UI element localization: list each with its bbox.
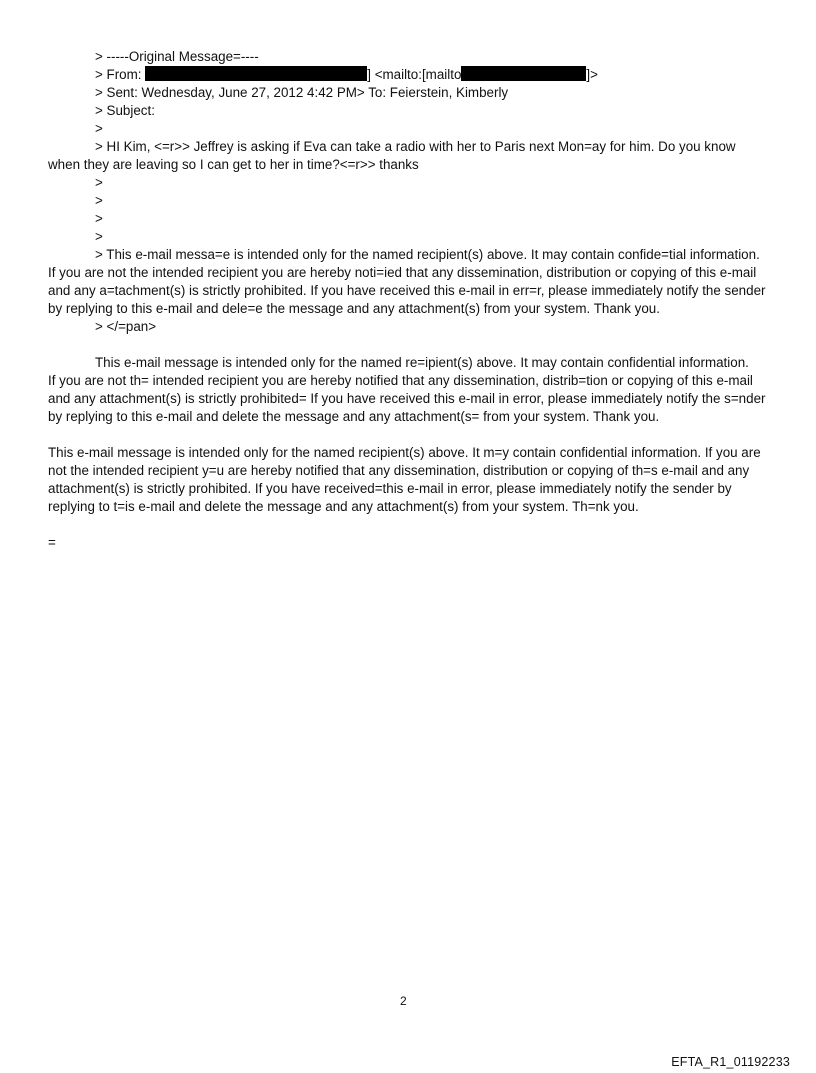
from-suffix: ]> [586,67,598,82]
document-id: EFTA_R1_01192233 [671,1055,790,1069]
quote-marker: > [95,121,103,136]
trailing-equals: = [48,535,56,550]
disclaimer-2-first-line: This e-mail message is intended only for the named re=ipient(s) above. It may contain confidential information. [95,355,749,370]
body-line-1: > HI Kim, <=r>> Jeffrey is asking if Eva can take a radio with her to Paris next Mon=ay for him. Do you know [95,139,736,154]
subject-line: > Subject: [95,103,155,118]
page-number: 2 [400,994,407,1008]
redaction-block [461,66,586,81]
quote-marker: > [95,211,103,226]
from-mailto: ] <mailto:[mailto [367,67,462,82]
quote-marker: > [95,193,103,208]
quote-marker: > [95,229,103,244]
original-message-header: > -----Original Message=---- [95,49,259,64]
body-line-2: when they are leaving so I can get to her in time?<=r>> thanks [48,157,419,172]
quote-marker: > [95,175,103,190]
disclaimer-2-body: If you are not th= intended recipient you are hereby notified that any dissemination, distrib=tion or copying of this e-mail and any attachment(s) is strictly prohibited= If you have received this e-mail in error, please immediately notify the s=nder by replying to this e-mail and delete the message and any attachment(s= from your system. Thank you. [48,373,766,424]
disclaimer-1-first-line: > This e-mail messa=e is intended only for the named recipient(s) above. It may contain confide=tial information. [95,247,760,262]
redaction-block [145,66,367,81]
span-close-tag: > </=pan> [95,319,157,334]
from-line [95,66,598,84]
disclaimer-1-body: If you are not the intended recipient you are hereby noti=ied that any dissemination, distribution or copying of this e-mail and any a=tachment(s) is strictly prohibited. If you have received this e-mail in err=r, please immediately notify the sender by replying to this e-mail and dele=e the message and any attachment(s) from your system. Thank you. [48,265,766,316]
sent-line: > Sent: Wednesday, June 27, 2012 4:42 PM> To: Feierstein, Kimberly [95,85,509,100]
from-label: > From: [95,67,142,82]
disclaimer-3: This e-mail message is intended only for the named recipient(s) above. It m=y contain confidential information. If you are not the intended recipient y=u are hereby notified that any dissemination, distribution or copying of th=s e-mail and any attachment(s) is strictly prohibited. If you have received=this e-mail in error, please immediately notify the sender by replying to t=is e-mail and delete the message and any attachment(s) from your system. Th=nk you. [48,445,761,514]
